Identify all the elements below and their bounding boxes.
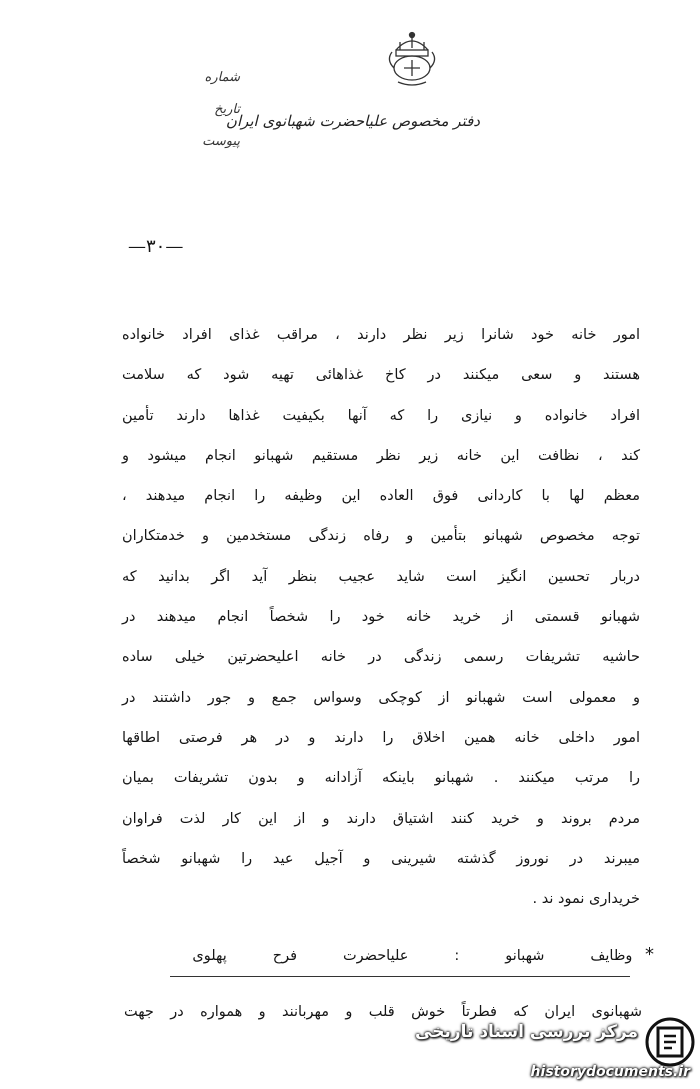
- body-line: امور داخلی خانه همین اخلاق را دارند و در هر فرصتی اطاقها: [122, 729, 640, 746]
- body-line: خریداری نمود ند .: [532, 891, 640, 908]
- watermark-url: historydocuments.ir: [530, 1064, 690, 1080]
- body-line: امور خانه خود شانرا زیر نظر دارند ، مراقب غذای افراد خانواده: [122, 327, 640, 343]
- body-line: میبرند در نوروز گذشته شیرینی و آجیل عید را شهبانو شخصاً: [122, 850, 640, 867]
- archive-watermark: [410, 1004, 696, 1084]
- body-line: کند ، نظافت این خانه زیر نظر مستقیم شهبانو انجام میشود و: [122, 447, 640, 464]
- section-heading-text: وظایف شهبانو : علیاحضرت فرح پهلوی: [192, 948, 633, 964]
- heading-underline: [170, 976, 630, 977]
- royal-crown-emblem-icon: [382, 30, 442, 88]
- page-number: —۳۰—: [128, 236, 184, 257]
- body-line: و معمولی است شهبانو از کوچکی وسواس جمع و جور داشتند در: [122, 689, 640, 706]
- office-letterhead-title: دفتر مخصوص علیاحضرت شهبانوی ایران: [225, 112, 480, 130]
- body-line: حاشیه تشریفات رسمی زندگی در خانه اعلیحضرتین خیلی ساده: [122, 649, 640, 666]
- meta-date-label: تاریخ: [214, 102, 240, 117]
- meta-number-label: شماره: [204, 70, 240, 85]
- letter-meta-labels: [160, 62, 240, 158]
- section-heading: [154, 944, 654, 965]
- body-line: هستند و سعی میکنند در کاخ غذاهائی تهیه شود که سلامت: [122, 367, 640, 384]
- meta-attachment-label: پیوست: [202, 134, 240, 149]
- watermark-name: مرکز بررسی اسناد تاریخی: [415, 1022, 638, 1042]
- body-line: مردم بروند و خرید کنند اشتیاق دارند و از این کار لذت فراوان: [122, 810, 640, 827]
- body-line: معظم لها با کاردانی فوق العاده این وظیفه را انجام میدهند ،: [122, 488, 640, 505]
- body-line: افراد خانواده و نیازی را که آنها بکیفیت غذاها دارند تأمین: [122, 407, 640, 424]
- asterisk-bullet: *: [645, 944, 654, 965]
- body-line: را مرتب میکنند . شهبانو باینکه آزادانه و بدون تشریفات بمیان: [122, 770, 640, 787]
- body-paragraph: [122, 315, 640, 919]
- body-line: شهبانو قسمتی از خرید خانه خود را شخصاً انجام میدهند در: [122, 609, 640, 626]
- archive-logo-icon: [644, 1016, 696, 1068]
- body-line: توجه مخصوص شهبانو بتأمین و رفاه زندگی مستخدمین و خدمتکاران: [122, 528, 640, 545]
- body-line: دربار تحسین انگیز است شاید عجیب بنظر آید اگر بدانید که: [122, 568, 640, 585]
- body-line-continued: شهبانوی ایران که فطرتاً خوش قلب و مهربانند و همواره در جهت: [124, 1004, 642, 1020]
